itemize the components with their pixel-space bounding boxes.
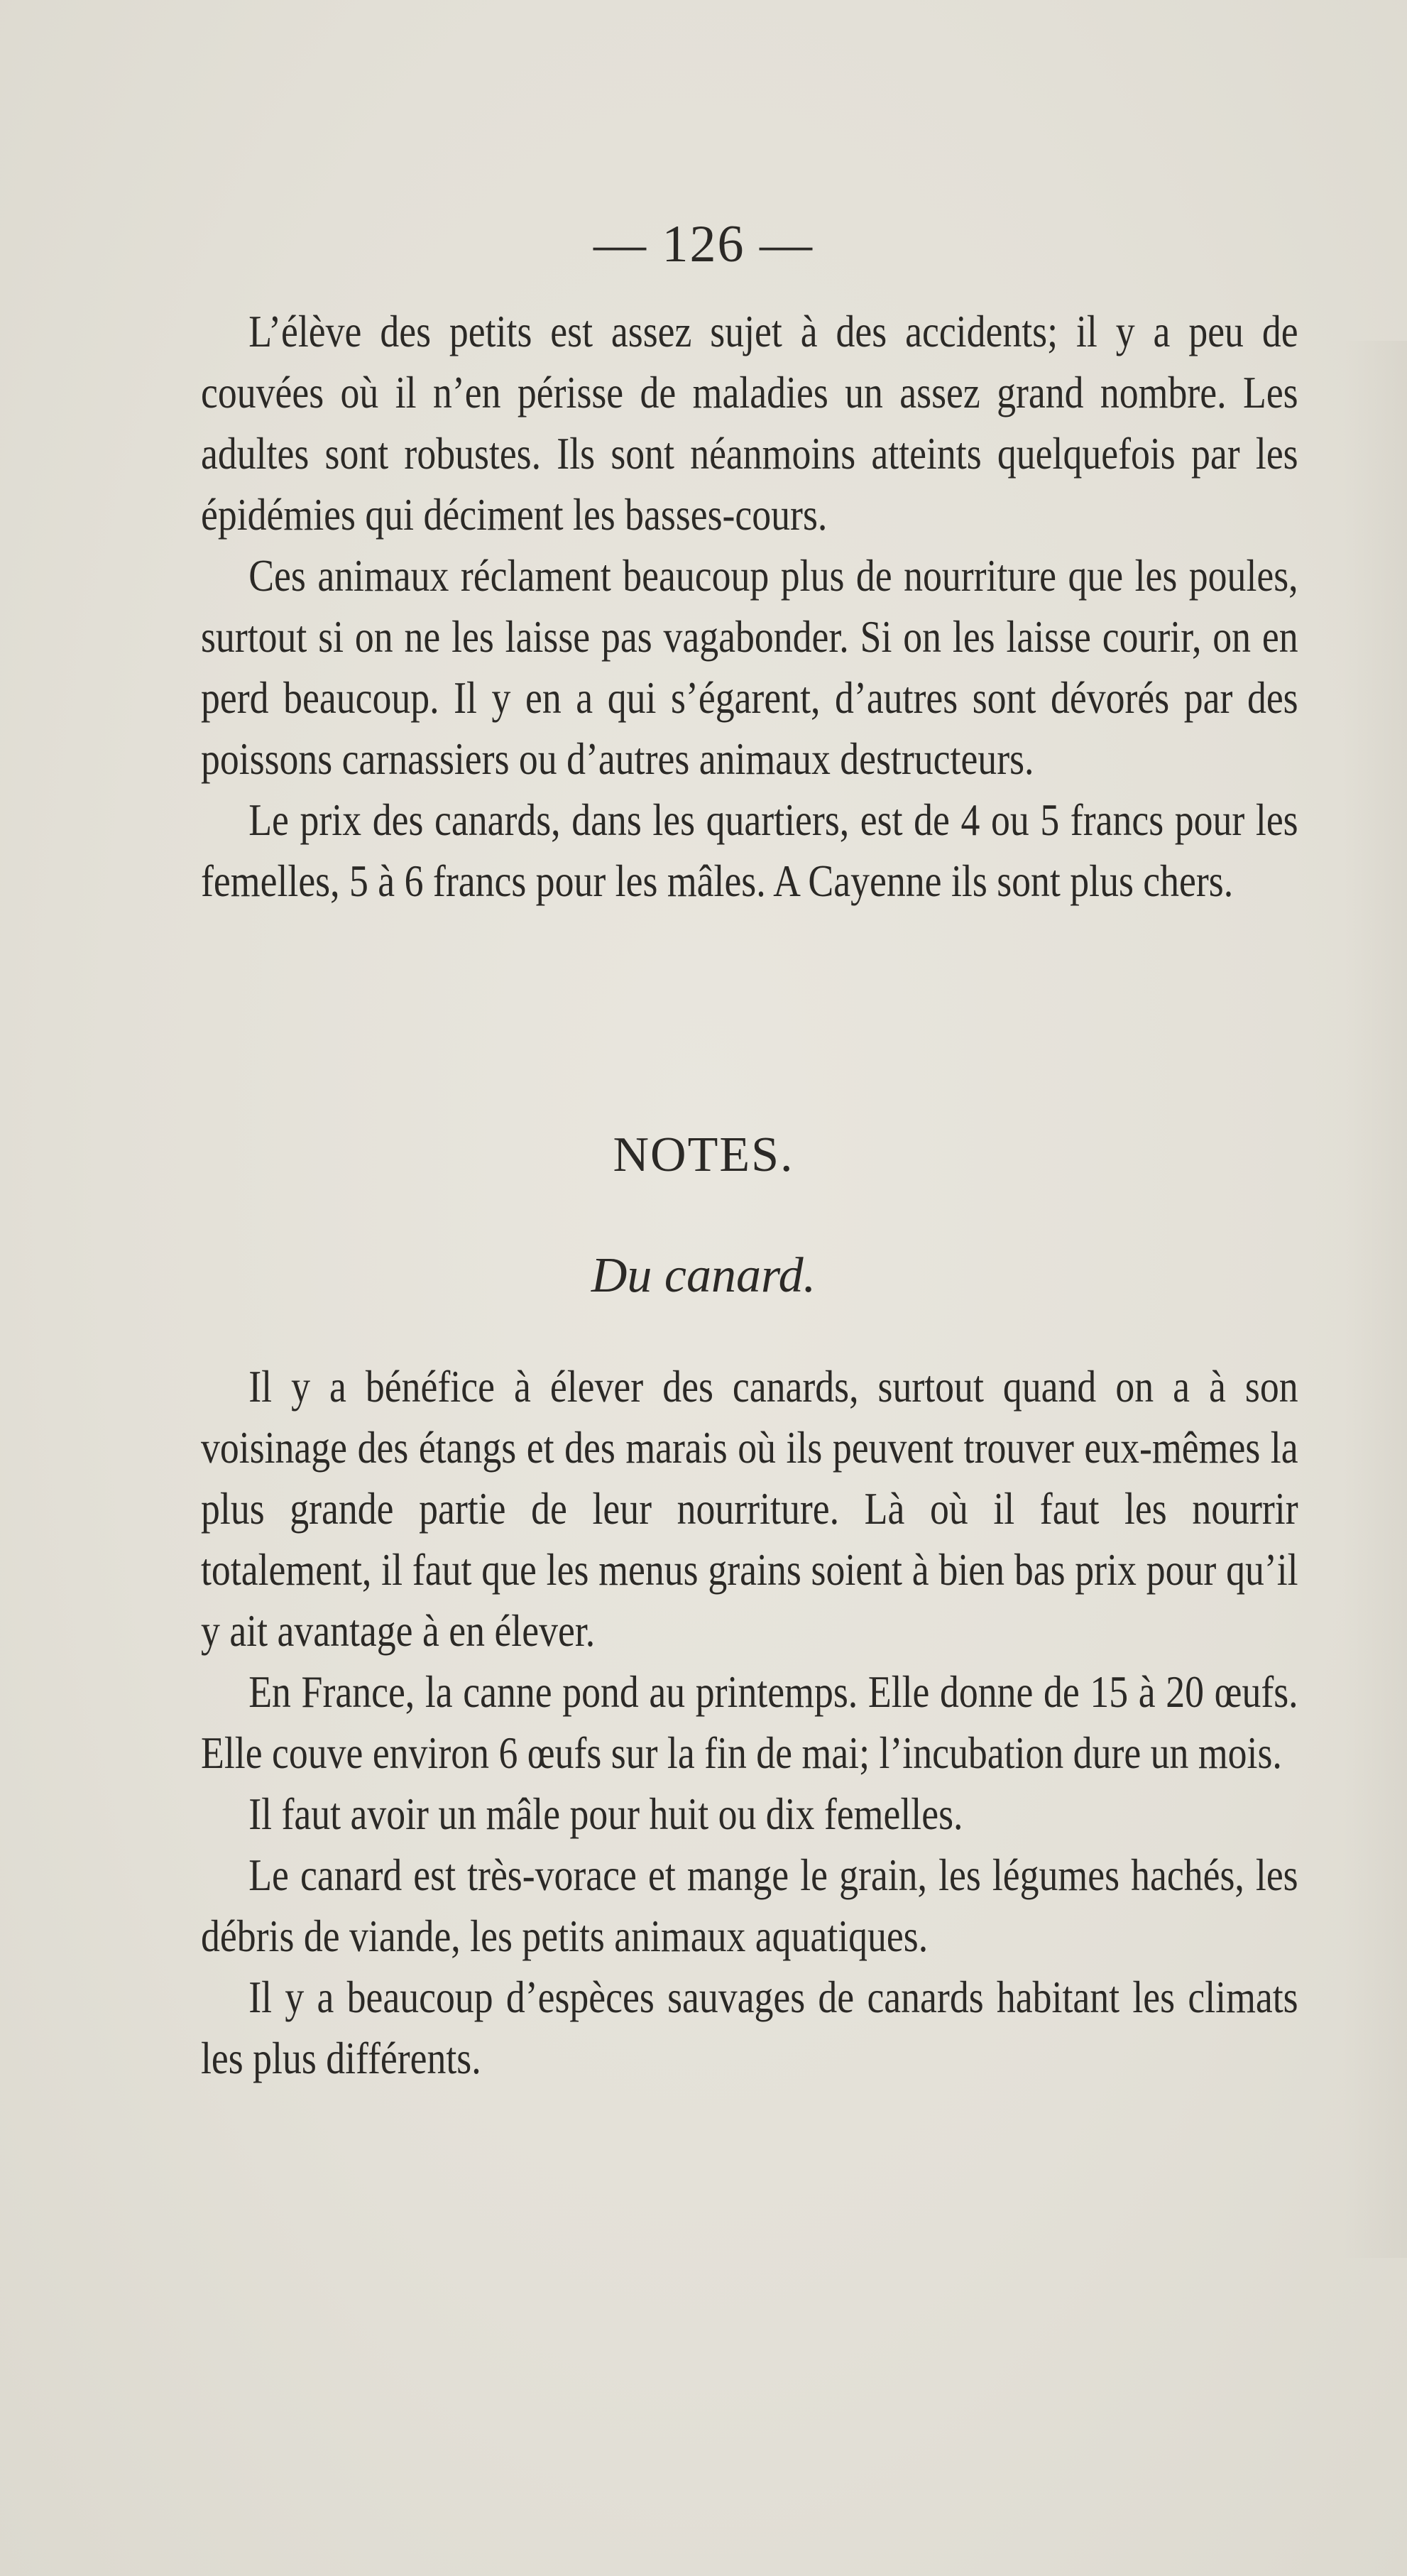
body-text-section-1 bbox=[201, 301, 1298, 912]
paragraph: Il y a bénéfice à élever des canards, surtout quand on a à son voisinage des étangs et des marais où ils peuvent trouver eux-mêmes la plus grande partie de leur nourriture. Là où il faut les nourrir totalement, il faut que les menus grains soient à bien bas prix pour qu’il y ait avantage à en élever. bbox=[201, 1361, 1298, 1656]
paragraph: En France, la canne pond au printemps. Elle donne de 15 à 20 œufs. Elle couve environ 6 œufs sur la fin de mai; l’incubation dure un mois. bbox=[201, 1666, 1298, 1778]
notes-subheading: Du canard. bbox=[591, 1248, 816, 1303]
paragraph: Il y a beaucoup d’espèces sauvages de canards habitant les climats les plus différents. bbox=[201, 1972, 1298, 2083]
paragraph: Ces animaux réclament beaucoup plus de nourriture que les poules, surtout si on ne les laisse pas vagabonder. Si on les laisse courir, on en perd beaucoup. Il y en a qui s’égarent, d’autres sont dévorés par des poissons carnassiers ou d’autres animaux destructeurs. bbox=[201, 550, 1298, 784]
paragraph: Le prix des canards, dans les quartiers, est de 4 ou 5 francs pour les femelles, 5 à 6 francs pour les mâles. A Cayenne ils sont plus chers. bbox=[201, 795, 1298, 906]
notes-heading: NOTES. bbox=[613, 1128, 794, 1182]
body-text-section-2 bbox=[201, 1356, 1298, 2089]
paragraph: L’élève des petits est assez sujet à des accidents; il y a peu de couvées où il n’en périsse de maladies un assez grand nombre. Les adultes sont robustes. Ils sont néanmoins atteints quelquefois par les épidémies qui déciment les basses-cours. bbox=[201, 306, 1298, 540]
paragraph: Le canard est très-vorace et mange le grain, les légumes hachés, les débris de viande, les petits animaux aquatiques. bbox=[201, 1850, 1298, 1961]
page-number: — 126 — bbox=[593, 215, 814, 273]
paragraph: Il faut avoir un mâle pour huit ou dix femelles. bbox=[248, 1789, 963, 1839]
